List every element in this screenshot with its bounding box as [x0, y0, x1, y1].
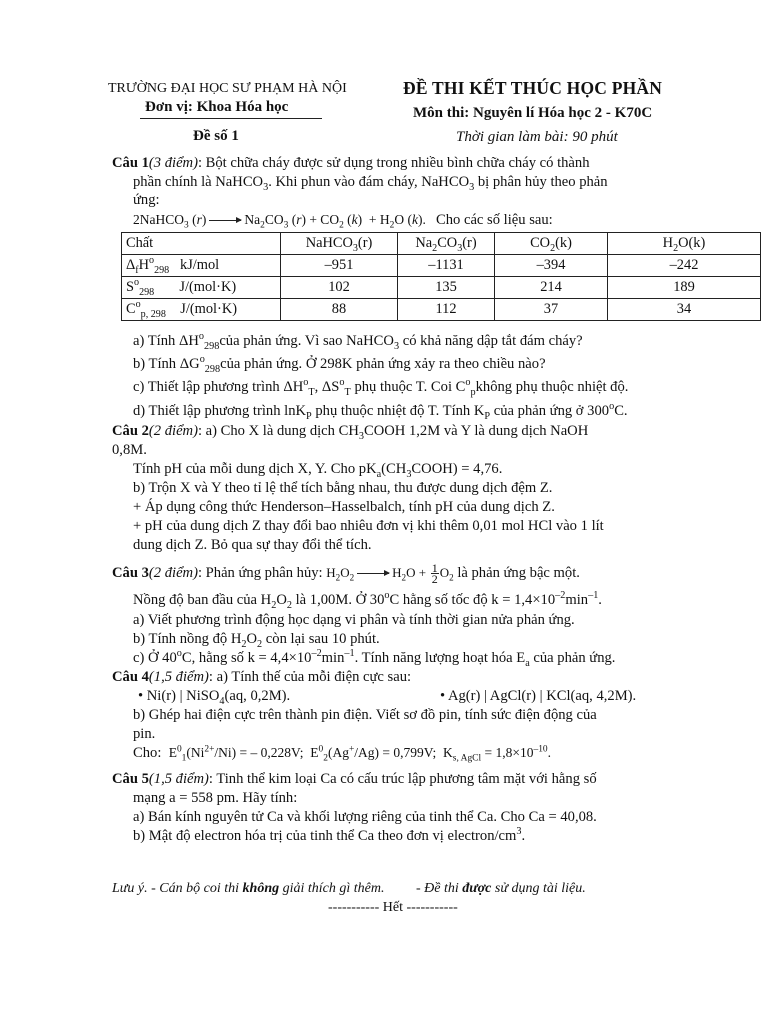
table-row: [122, 277, 761, 299]
q1-part-a: a) Tính $\Delta H^o_{298}của$ phản ứng. Vì sao NaHCO$_3$ có khả năng dập tắt đám cháy?: [133, 331, 583, 352]
table-header-row: [122, 233, 761, 255]
q4-line1: Câu 4(1,5 điểm): a) Tính thế của mỗi điện cực sau:: [112, 669, 412, 685]
table-row-label: $S^o_{298}$ J/(mol·K): [122, 277, 281, 299]
table-cell: 189: [608, 277, 761, 299]
table-cell: 135: [398, 277, 495, 299]
table-header-cell: $Na_2CO_3(r)$: [398, 233, 495, 255]
q3-line5: c) Ở 40$^o$C, hằng số $k = 4,4\times 10^{-2}\min^{-1}$. Tính năng lượng hoạt hóa $E_a$ của phản ứng.: [133, 648, 616, 669]
table-header-cell: NaHCO$_3$(r): [281, 233, 398, 255]
table-row-label: $\Delta_fH^o_{298}$ kJ/mol: [122, 255, 281, 277]
q4-electrode-1: • Ni(r) | NiSO$_4$(aq, 0,2M).: [138, 688, 291, 707]
table-cell: –394: [495, 255, 608, 277]
q2-line1: Câu 2(2 điểm): a) Cho X là dung dịch $CH_3COOH$ 1,2M và Y là dung dịch NaOH: [112, 423, 589, 442]
q1-intro-line3: ứng:: [133, 192, 160, 208]
table-cell: 88: [281, 299, 398, 321]
q2-line6: + pH của dung dịch Z thay đổi bao nhiêu đơn vị khi thêm 0,01 mol HCl vào 1 lít: [133, 518, 604, 534]
table-cell: 34: [608, 299, 761, 321]
unit-name: Đơn vị: Khoa Hóa học: [145, 99, 289, 115]
university-name: TRƯỜNG ĐẠI HỌC SƯ PHẠM HÀ NỘI: [108, 81, 347, 96]
q1-part-d: d) Thiết lập phương trình lnK$_P$ phụ thuộc nhiệt độ T. Tính $K_P$ của phản ứng ở 300$^o$C.: [133, 401, 628, 422]
q4-line3: b) Ghép hai điện cực trên thành pin điện. Viết sơ đồ pin, tính sức điện động của: [133, 707, 597, 723]
q4-given: Cho: $E^0_1(Ni^{2+}/Ni)$ = – 0,228V; $E^0_2(Ag^+/Ag) = 0,799V$; $K_{s, AgCl} = 1,8\times 10^{-10}$.: [133, 744, 551, 764]
q5-line1: Câu 5(1,5 điểm): Tinh thể kim loại Ca có cấu trúc lập phương tâm mặt với hằng số: [112, 771, 597, 787]
table-row-label: $C^o_{p, 298}$ J/(mol·K): [122, 299, 281, 321]
q1-part-c: c) Thiết lập phương trình $\Delta H^o_T$, $\Delta S^o_T$ phụ thuộc T. Coi $C^o_pkhông$ phụ thuộc nhiệt độ.: [133, 377, 629, 398]
table-row: [122, 299, 761, 321]
q4-electrode-2: • Ag(r) | AgCl(r) | KCl(aq, 4,2M).: [440, 688, 637, 704]
reaction-arrow: [357, 573, 389, 574]
table-cell: 214: [495, 277, 608, 299]
q1-intro-line2: phần chính là NaHCO$_3$. Khi phun vào đám cháy, NaHCO$_3$ bị phân hủy theo phản: [133, 174, 608, 193]
q3-line1: Câu 3(2 điểm): Phản ứng phân hủy: $H_2O_2$ $H_2O$ + $\frac{1}{2}$ $O_2$ là phản ứng bậc một.: [112, 561, 580, 586]
q1-intro-line1: Câu 1(3 điểm): Bột chữa cháy được sử dụng trong nhiều bình chữa cháy có thành: [112, 155, 590, 171]
exam-duration: Thời gian làm bài: 90 phút: [456, 129, 618, 145]
table-header-cell: Chất: [122, 233, 281, 255]
q2-line4: b) Trộn X và Y theo tỉ lệ thể tích bằng nhau, thu được dung dịch đệm Z.: [133, 480, 553, 496]
table-cell: 37: [495, 299, 608, 321]
exam-title: ĐỀ THI KẾT THÚC HỌC PHẦN: [403, 78, 663, 98]
q2-line2: 0,8M.: [112, 442, 147, 458]
q5-line2: mạng a = 558 pm. Hãy tính:: [133, 790, 298, 806]
header-underline: [140, 118, 322, 119]
q3-line2: Nồng độ ban đầu của $H_2O_2$ là 1,00M. Ở 30$^o$C hằng số tốc độ $k = 1,4\times 10^{-2}\min^{-1}$.: [133, 590, 602, 611]
q3-line3: a) Viết phương trình động học dạng vi phân và tính thời gian nửa phản ứng.: [133, 612, 575, 628]
q3-line4: b) Tính nồng độ $H_2O_2$ còn lại sau 10 phút.: [133, 631, 380, 650]
q2-line7: dung dịch Z. Bỏ qua sự thay đổi thể tích.: [133, 537, 372, 553]
table-cell: 102: [281, 277, 398, 299]
q5-line3: a) Bán kính nguyên tử Ca và khối lượng riêng của tinh thể Ca. Cho Ca = 40,08.: [133, 809, 597, 825]
q4-line4: pin.: [133, 726, 156, 742]
table-cell: –1131: [398, 255, 495, 277]
q2-line3: Tính pH của mỗi dung dịch X, Y. Cho $pK_a(CH_3COOH) = 4,76$.: [133, 461, 503, 480]
exam-code: Đề số 1: [193, 128, 239, 144]
table-cell: –242: [608, 255, 761, 277]
exam-subject: Môn thi: Nguyên lí Hóa học 2 - K70C: [413, 105, 653, 121]
table-row: [122, 255, 761, 277]
q1-part-b: b) Tính $\Delta G^o_{298}của$ phản ứng. Ở 298K phản ứng xảy ra theo chiều nào?: [133, 354, 546, 375]
table-cell: 112: [398, 299, 495, 321]
table-cell: –951: [281, 255, 398, 277]
q1-reaction: 2NaHCO$_3$ (r) $Na_2CO_3$ $(r) + CO_2$ $(k) + H_2O$ (k). Cho các số liệu sau:: [133, 212, 553, 231]
end-marker: ----------- Hết -----------: [328, 900, 458, 915]
q5-line4: b) Mật độ electron hóa trị của tinh thể Ca theo đơn vị electron/$cm^3$.: [133, 826, 526, 844]
table-header-cell: $CO_2(k)$: [495, 233, 608, 255]
thermo-data-table: [121, 232, 761, 321]
reaction-arrow: [209, 220, 241, 221]
footer-note: Lưu ý. - Cán bộ coi thi không giải thích gì thêm. - Đề thi được sử dụng tài liệu.: [112, 881, 586, 896]
fraction-half: $\frac{1}{2}$: [431, 561, 438, 586]
table-header-cell: $H_2O(k)$: [608, 233, 761, 255]
q2-line5: + Áp dụng công thức Henderson–Hasselbalch, tính pH của dung dịch Z.: [133, 499, 555, 515]
